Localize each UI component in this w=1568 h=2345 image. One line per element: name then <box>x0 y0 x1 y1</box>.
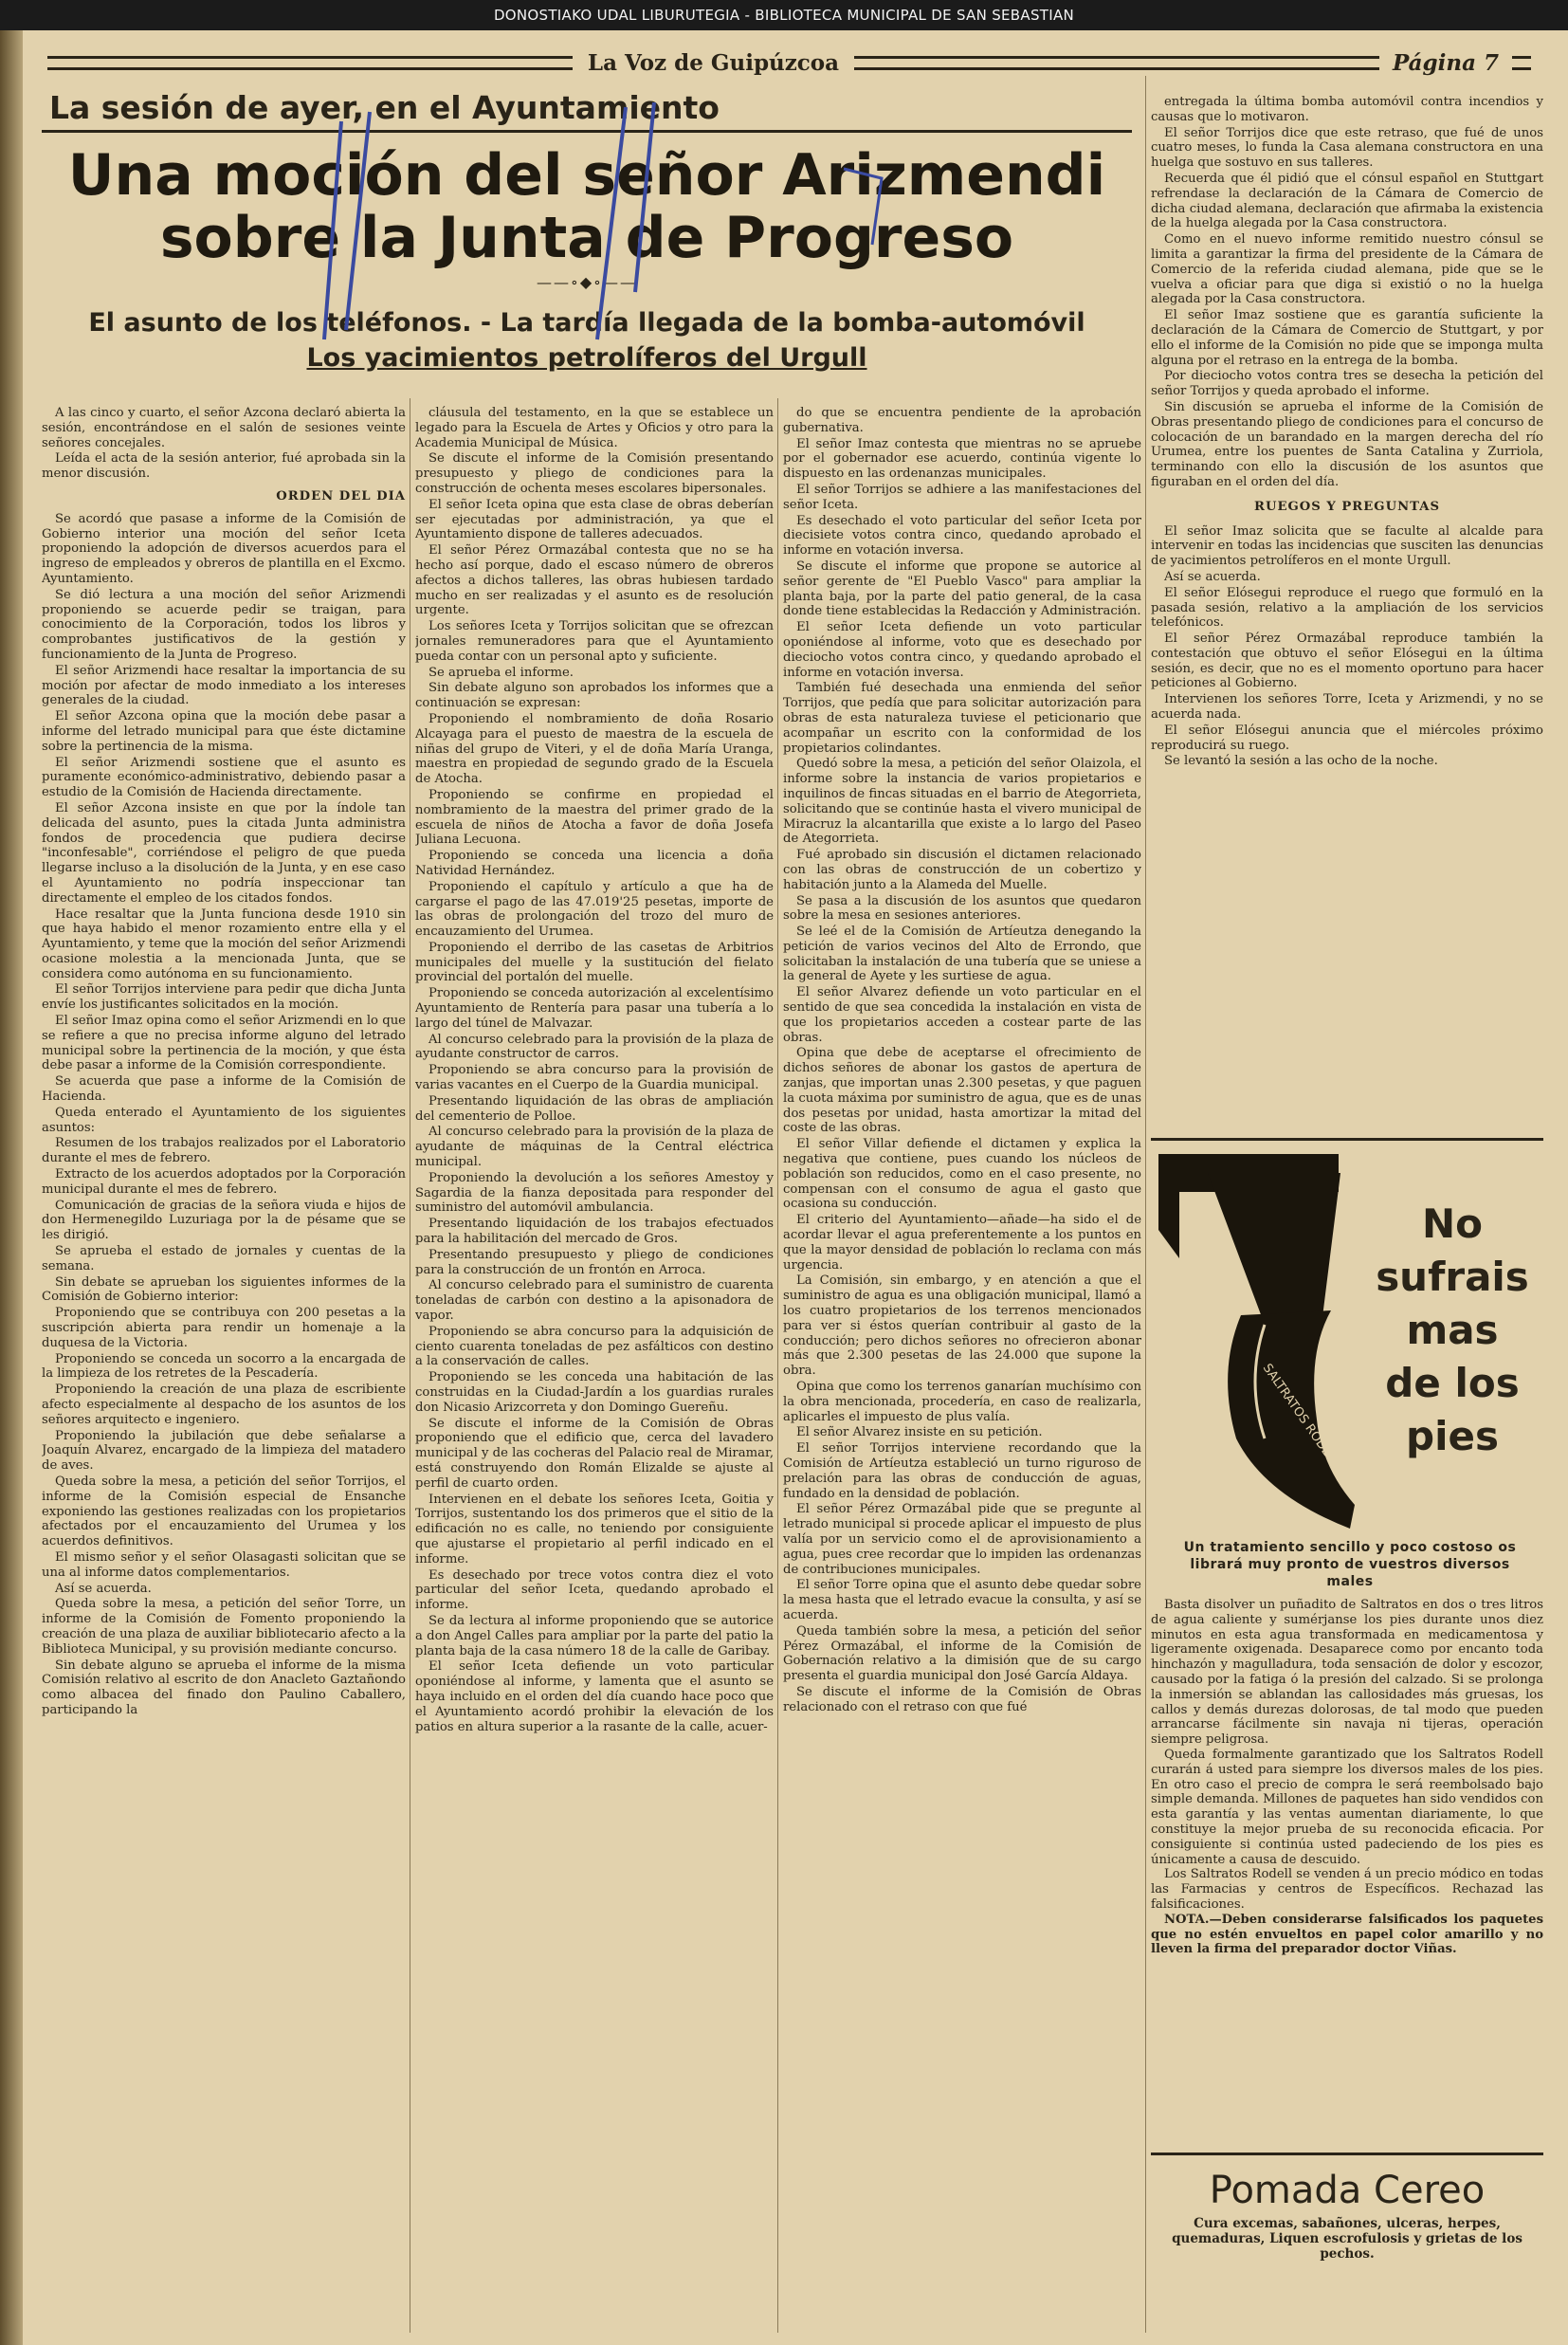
masthead-rule-left <box>47 56 573 70</box>
article-subhead-2: Los yacimientos petrolíferos del Urgull <box>306 343 867 373</box>
article-column-4 <box>1151 95 1543 1114</box>
paragraph: Proponiendo se conceda autorización al excelentísimo Ayuntamiento de Rentería para pasar una tubería a lo largo del túnel de Malvazar. <box>415 986 774 1031</box>
paragraph: Fué aprobado sin discusión el dictamen relacionado con las obras de construcción de un cobertizo y habitación junto a la Alameda del Muelle. <box>783 848 1141 892</box>
saltratos-advert <box>1151 1138 1543 2146</box>
orden-del-dia-label: ORDEN DEL DIA <box>276 488 406 504</box>
library-strip: DONOSTIAKO UDAL LIBURUTEGIA - BIBLIOTECA MUNICIPAL DE SAN SEBASTIAN <box>0 0 1568 30</box>
article-subhead: El asunto de los teléfonos. - La tardía llegada de la bomba-automóvil <box>88 308 1085 338</box>
paragraph: Sin debate alguno son aprobados los informes que a continuación se expresan: <box>415 681 774 711</box>
paragraph: Se discute el informe que propone se autorice al señor gerente de "El Pueblo Vasco" para ampliar la planta baja, por la parte del patio general, de la casa donde tiene establecidas la Redacción y Administración. <box>783 559 1141 619</box>
paragraph: Queda sobre la mesa, a petición del señor Torrijos, el informe de la Comisión especial de Ensanche exponiendo las gestiones realizadas con los propietarios afectados por el encauzamiento del Urumea y los acuerdos definitivos. <box>42 1474 406 1549</box>
paragraph: Presentando liquidación de las obras de ampliación del cementerio de Polloe. <box>415 1093 774 1124</box>
paper-name: La Voz de Guipúzcoa <box>587 49 840 76</box>
column-divider <box>777 398 778 2333</box>
paragraph: Se discute el informe de la Comisión de Obras proponiendo que el edificio que, cerca del lavadero municipal y de las cocheras del Palacio real de Miramar, está construyendo don Román Elizalde se ajuste al perfil de cuarto orden. <box>415 1416 774 1491</box>
pomada-text: Cura excemas, sabañones, ulceras, herpes, quemaduras, Liquen escrofulosis y grietas de los pechos. <box>1172 2216 1522 2262</box>
paragraph: Al concurso celebrado para la provisión de la plaza de ayudante constructor de carros. <box>415 1032 774 1062</box>
paragraph: El señor Elósegui reproduce el ruego que formuló en la pasada sesión, relativo a la ampliación de los servicios telefónicos. <box>1151 585 1543 631</box>
paragraph: Es desechado el voto particular del señor Iceta por diecisiete votos contra cinco, quedando aprobado el informe en votación inversa. <box>783 513 1141 559</box>
paragraph: El señor Azcona opina que la moción debe pasar a informe del letrado municipal para que éste dictamine sobre la pertinencia de la misma. <box>42 709 406 754</box>
ad-title-line: No <box>1421 1200 1483 1247</box>
ad-title-line: de los <box>1385 1360 1520 1406</box>
headline-ornament: ——∘◆∘—— <box>537 273 637 291</box>
ad-note: NOTA.—Deben considerarse falsificados los paquetes que no estén envueltos en papel color amarillo y no lleven la firma del preparador doctor Viñas. <box>1151 1912 1543 1957</box>
paragraph: Así se acuerda. <box>1164 569 1261 584</box>
paragraph: El señor Torrijos se adhiere a las manifestaciones del señor Iceta. <box>783 482 1141 512</box>
paragraph: Se leé el de la Comisión de Artíeutza denegando la petición de varios vecinos del Alto de Errondo, que solicitaban la instalación de una tubería que se uniese a la general de Ayete y les surtiese de agua. <box>783 925 1141 984</box>
paragraph: El señor Pérez Ormazábal contesta que no se ha hecho así porque, dado el escaso número de obreros afectos a dichos talleres, las obras hubiesen tardado mucho en ser realizadas y el asunto es de resolución urgente. <box>415 543 774 618</box>
paragraph: El señor Imaz solicita que se faculte al alcalde para intervenir en todas las incidencias que susciten las denuncias de yacimientos petrolíferos en el monte Urgull. <box>1151 523 1543 569</box>
paragraph: Recuerda que él pidió que el cónsul español en Stuttgart refrendase la declaración de la Cámara de Comercio de dicha ciudad alemana, declaración que afirmaba la existencia de la huelga alegada por la Casa constructora. <box>1151 171 1543 231</box>
paragraph: El señor Torre opina que el asunto debe quedar sobre la mesa hasta que el letrado evacue la consulta, y así se acuerda. <box>783 1578 1141 1622</box>
paragraph: Intervienen los señores Torre, Iceta y Arizmendi, y no se acuerda nada. <box>1151 692 1543 723</box>
paragraph: El señor Arizmendi hace resaltar la importancia de su moción por afectar de modo inmediato a los intereses generales de la ciudad. <box>42 663 406 708</box>
paragraph: Queda enterado el Ayuntamiento de los siguientes asuntos: <box>42 1105 406 1135</box>
paragraph: Se discute el informe de la Comisión presentando presupuesto y pliego de condiciones para la construcción de ochenta meses escolares bipersonales. <box>415 451 774 496</box>
paragraph: Como en el nuevo informe remitido nuestro cónsul se limita a garantizar la firma del presidente de la Cámara de Comercio de la referida ciudad alemana, pide que se le vuelva a oficiar para que diga si existió o no la huelga alegada por la Casa constructora. <box>1151 232 1543 307</box>
paragraph: Proponiendo se abra concurso para la adquisición de ciento cuarenta toneladas de pez asfálticos con destino a la conservación de calles. <box>415 1324 774 1369</box>
column-2-paragraphs <box>415 406 774 1734</box>
paragraph: Queda también sobre la mesa, a petición del señor Pérez Ormazábal, el informe de la Comisión de Gobernación relativo a la dimisión que de su cargo presenta el guardia municipal don José García Aldaya. <box>783 1623 1141 1684</box>
paragraph: Sin debate se aprueban los siguientes informes de la Comisión de Gobierno interior: <box>42 1274 406 1305</box>
paragraph: Se dió lectura a una moción del señor Arizmendi proponiendo se acuerde pedir se traigan, para conocimiento de la Corporación, todos los libros y comprobantes justificativos de la gestión y funcionamiento de la Junta de Progreso. <box>42 587 406 662</box>
paragraph: Se discute el informe de la Comisión de Obras relacionado con el retraso con que fué <box>783 1684 1141 1714</box>
paragraph: Proponiendo se abra concurso para la provisión de varias vacantes en el Cuerpo de la Guardia municipal. <box>415 1063 774 1093</box>
paragraph: El señor Iceta defiende un voto particular oponiéndose al informe, voto que es desechado por dieciocho votos contra cinco, y quedando aprobado el informe en votación inversa. <box>783 620 1141 680</box>
paragraph: Proponiendo el nombramiento de doña Rosario Alcayaga para el puesto de maestra de la escuela de niñas del grupo de Viteri, y el de doña María Uranga, maestra en propiedad de segundo grado de la Escuela de Atocha. <box>415 711 774 787</box>
paragraph: El señor Torrijos interviene recordando que la Comisión de Artíeutza estableció un turno riguroso de prelación para las obras de conducción de aguas, fundado en la densidad de población. <box>783 1441 1141 1501</box>
paragraph: El señor Alvarez defiende un voto particular en el sentido de que sea concedida la instalación en vista de que los propietarios acceden a costear parte de las obras. <box>783 985 1141 1045</box>
paragraph: Se levantó la sesión a las ocho de la noche. <box>1164 754 1438 769</box>
paragraph: El señor Imaz opina como el señor Arizmendi en lo que se refiere a que no precisa informe alguno del letrado municipal sobre la pertinencia de la moción, y que ésta debe pasar a informe de la Comisión correspondiente. <box>42 1014 406 1073</box>
paragraph: El señor Alvarez insiste en su petición. <box>796 1425 1043 1440</box>
paragraph: Por dieciocho votos contra tres se desecha la petición del señor Torrijos y queda aprobado el informe. <box>1151 369 1543 399</box>
intro-paragraphs <box>42 406 406 482</box>
article-column-2 <box>415 406 774 2331</box>
paragraph: Queda sobre la mesa, a petición del señor Torre, un informe de la Comisión de Fomento proponiendo la creación de una plaza de auxiliar bibliotecario afecto a la Biblioteca Municipal, y su provisión mediante concurso. <box>42 1597 406 1657</box>
article-headline: Una moción del señor Arizmendi sobre la Junta de Progreso <box>67 142 1106 271</box>
paragraph: Sin debate alguno se aprueba el informe de la misma Comisión relativo al escrito de don Anacleto Gaztañondo como albacea del finado don Paulino Caballero, participando la <box>42 1658 406 1717</box>
column-3-paragraphs <box>783 406 1141 1715</box>
paragraph: También fué desechada una enmienda del señor Torrijos, que pedía que para solicitar autorización para obras de esta naturaleza tuviese el peticionario que acompañar un escrito con la conformidad de los propietarios colindantes. <box>783 681 1141 756</box>
paragraph: El señor Elósegui anuncia que el miércoles próximo reproducirá su ruego. <box>1151 723 1543 753</box>
ruegos-label: RUEGOS Y PREGUNTAS <box>1254 499 1440 514</box>
paragraph: Se aprueba el informe. <box>428 665 574 680</box>
paragraph: cláusula del testamento, en la que se establece un legado para la Escuela de Artes y Oficios y otro para la Academia Municipal de Música. <box>415 406 774 450</box>
paragraph: Proponiendo el capítulo y artículo a que ha de cargarse el pago de las 47.019'25 pesetas, importe de las obras de prolongación del trozo del muro de encauzamiento del Urumea. <box>415 879 774 940</box>
paragraph: Extracto de los acuerdos adoptados por la Corporación municipal durante el mes de febrero. <box>42 1167 406 1197</box>
paragraph: El señor Azcona insiste en que por la índole tan delicada del asunto, pues la citada Junta administra fondos de procedencia que pudiera decirse "inconfesable", corriéndose el peligro de que pueda llegarse incluso a la disolución de la Junta, y en ese caso el Ayuntamiento no podría inspeccionar tan directamente el empleo de los citados fondos. <box>42 800 406 906</box>
paragraph: El señor Arizmendi sostiene que el asunto es puramente económico-administrativo, debiendo pasar a estudio de la Comisión de Hacienda directamente. <box>42 755 406 800</box>
paragraph: Opina que debe de aceptarse el ofrecimiento de dichos señores de abonar los gastos de apertura de zanjas, que importan unas 2.300 pesetas, y que paguen la cuota máxima por suministro de agua, que es de unas dos pesetas por unidad, hasta amortizar la mitad del coste de las obras. <box>783 1046 1141 1136</box>
paragraph: Resumen de los trabajos realizados por el Laboratorio durante el mes de febrero. <box>42 1136 406 1166</box>
column-1-paragraphs <box>42 512 406 1718</box>
ruegos-paragraphs <box>1151 524 1543 770</box>
masthead-rule-right <box>854 56 1379 70</box>
paragraph: Basta disolver un puñadito de Saltratos en dos o tres litros de agua caliente y sumérjanse los pies durante unos diez minutos en esta agua transformada en medicamentosa y ligeramente oxigenada. Desaparece como por encanto toda hinchazón y magulladura, toda sensación de dolor y escozor, causado por la fatiga ó la presión del calzado. Si se prolonga la inmersión se ablandan las callosidades más gruesas, los callos y demás durezas dolorosas, de tal modo que pueden arrancarse fácilmente sin navaja ni tijeras, operación siempre peligrosa. <box>1151 1598 1543 1748</box>
paragraph: Presentando presupuesto y pliego de condiciones para la construcción de un frontón en Arroca. <box>415 1247 774 1277</box>
paragraph: Opina que como los terrenos ganarían muchísimo con la obra mencionada, procedería, en caso de realizarla, aplicarles el impuesto de plus valía. <box>783 1380 1141 1424</box>
page-number: Página 7 <box>1392 49 1499 76</box>
ad-tagline: Un tratamiento sencillo y poco costoso os librará muy pronto de vuestros diversos males <box>1183 1540 1517 1589</box>
numeral-seven <box>1208 1173 1340 1325</box>
paragraph: El señor Torrijos dice que este retraso, que fué de unos cuatro meses, lo funda la Casa alemana constructora en una huelga que sostuvo en sus talleres. <box>1151 125 1543 171</box>
paragraph: A las cinco y cuarto, el señor Azcona declaró abierta la sesión, encontrándose en el salón de sesiones veinte señores concejales. <box>42 406 406 450</box>
paragraph: Proponiendo el derribo de las casetas de Arbitrios municipales del muelle y la sustitución del fielato provincial del portalón del muelle. <box>415 940 774 985</box>
paragraph: Se da lectura al informe proponiendo que se autorice a don Angel Calles para ampliar por la parte del patio la planta baja de la casa número 18 de la calle de Garibay. <box>415 1613 774 1658</box>
paragraph: Los Saltratos Rodell se venden á un precio módico en todas las Farmacias y centros de Específicos. Rechazad las falsificaciones. <box>1151 1867 1543 1912</box>
paragraph: entregada la última bomba automóvil contra incendios y causas que lo motivaron. <box>1151 95 1543 124</box>
paragraph: Se acuerda que pase a informe de la Comisión de Hacienda. <box>42 1074 406 1105</box>
ad-title-line: sufrais <box>1376 1254 1529 1300</box>
paragraph: La Comisión, sin embargo, y en atención a que el suministro de agua es una obligación municipal, llamó a los cuatro propietarios de los terrenos mencionados para ver si éstos querían contribuir al gasto de la conducción; pero dichos señores no ofrecieron abonar más que 2.300 pesetas de las 24.000 que supone la obra. <box>783 1273 1141 1379</box>
article-column-3 <box>783 406 1141 2331</box>
paragraph: Proponiendo la creación de una plaza de escribiente afecto especialmente al despacho de los asuntos de los señores arquitecto e ingeniero. <box>42 1383 406 1427</box>
pomada-title: Pomada Cereo <box>1209 2169 1486 2212</box>
paragraph: Leída el acta de la sesión anterior, fué aprobada sin la menor discusión. <box>42 451 406 482</box>
paragraph: Al concurso celebrado para el suministro de cuarenta toneladas de carbón con destino a la apisonadora de vapor. <box>415 1278 774 1324</box>
paragraph: Intervienen en el debate los señores Iceta, Goitia y Torrijos, sustentando los dos primeros que el sitio de la edificación no es calle, no teniendo por consiguiente que ajustarse el propietario al perfil indicado en el informe. <box>415 1492 774 1566</box>
paragraph: Se aprueba el estado de jornales y cuentas de la semana. <box>42 1244 406 1273</box>
saltratos-bag-label: SALTRATOS RODELL <box>1259 1361 1342 1471</box>
page-binding-edge <box>0 30 23 2345</box>
paragraph: Proponiendo se conceda una licencia a doña Natividad Hernández. <box>415 849 774 878</box>
paragraph: Sin discusión se aprueba el informe de la Comisión de Obras presentando pliego de condiciones para el concurso de colocación de un barandado en la margen derecha del río Urumea, entre los puentes de Santa Catalina y Zurriola, terminando con ello la discusión de los asuntos que figuraban en el orden del día. <box>1151 399 1543 489</box>
column-divider <box>1145 76 1146 2333</box>
paragraph: Es desechado por trece votos contra diez el voto particular del señor Iceta, quedando aprobado el informe. <box>415 1567 774 1613</box>
paragraph: El mismo señor y el señor Olasagasti solicitan que se una al informe datos complementarios. <box>42 1549 406 1580</box>
paragraph: Proponiendo se confirme en propiedad el nombramiento de la maestra del primer grado de la escuela de niños de Atocha a favor de doña Josefa Juliana Lecuona. <box>415 787 774 848</box>
paragraph: Proponiendo se conceda un socorro a la encargada de la limpieza de los retretes de la Pescadería. <box>42 1351 406 1382</box>
paragraph: Proponiendo la devolución a los señores Amestoy y Sagardia de la fianza depositada para responder del suministro del automóvil ambulancia. <box>415 1170 774 1216</box>
paragraph: Comunicación de gracias de la señora viuda e hijos de don Hermenegildo Luzuriaga por la de pésame que se les dirigió. <box>42 1198 406 1243</box>
paragraph: Queda formalmente garantizado que los Saltratos Rodell curarán á usted para siempre los diversos males de los pies. En otro caso el precio de compra le será reembolsado bajo simple demanda. Millones de paquetes han sido vendidos con esta garantía y las ventas aumentan diariamente, lo que constituye la mejor prueba de su reconocida eficacia. Por consiguiente si continúa usted padeciendo de los pies es únicamente a causa de descuido. <box>1151 1747 1543 1867</box>
article-column-1 <box>42 406 406 2331</box>
paragraph: Se acordó que pasase a informe de la Comisión de Gobierno interior una moción del señor Iceta proponiendo la adopción de diversos acuerdos para el ingreso de empleados y obreros de plantilla en el Excmo. Ayuntamiento. <box>42 511 406 586</box>
ad-title <box>1358 1198 1547 1463</box>
masthead-rule-end <box>1512 56 1531 70</box>
column-4-paragraphs <box>1151 95 1543 490</box>
paragraph: Proponiendo que se contribuya con 200 pesetas a la suscripción abierta para rendir un homenaje a la duquesa de la Victoria. <box>42 1306 406 1350</box>
foot-silhouette <box>1228 1310 1355 1529</box>
masthead <box>47 46 1531 80</box>
ad-body <box>1151 1598 1543 1957</box>
ad-title-line: pies <box>1406 1413 1499 1459</box>
paragraph: El señor Imaz contesta que mientras no se apruebe por el gobernador ese acuerdo, continúa vigente lo dispuesto en las ordenanzas municipales. <box>783 436 1141 482</box>
paragraph: Proponiendo se les conceda una habitación de las construidas en la Ciudad-Jardín a los guardias rurales don Nicasio Arizcorreta y don Domingo Guereñu. <box>415 1370 774 1415</box>
paragraph: Al concurso celebrado para la provisión de la plaza de ayudante de máquinas de la Central eléctrica municipal. <box>415 1125 774 1170</box>
section-title: La sesión de ayer, en el Ayuntamiento <box>42 85 1132 133</box>
paragraph: Hace resaltar que la Junta funciona desde 1910 sin que haya habido el menor rozamiento entre ella y el Ayuntamiento, y teme que la moción del señor Arizmendi ocasione molestia a la mencionada Junta, que se considera como autónoma en su funcionamiento. <box>42 907 406 981</box>
ad-curtain-fold <box>1158 1192 1179 1258</box>
paragraph: do que se encuentra pendiente de la aprobación gubernativa. <box>783 406 1141 435</box>
paragraph: El señor Torrijos interviene para pedir que dicha Junta envíe los justificantes solicitados en la moción. <box>42 982 406 1013</box>
paragraph: El señor Iceta defiende un voto particular oponiéndose al informe, y lamenta que el asunto se haya incluido en el orden del día cuando hace poco que el Ayuntamiento acordó prohibir la elevación de los patios en altura superior a la rasante de la calle, acuer- <box>415 1659 774 1734</box>
paragraph: El criterio del Ayuntamiento—añade—ha sido el de acordar llevar el agua preferentemente a los puntos en que la mayor densidad de población lo reclama con más urgencia. <box>783 1213 1141 1273</box>
paragraph: El señor Villar defiende el dictamen y explica la negativa que contiene, pues cuando los núcleos de población son reducidos, como en el caso presente, no compensan con el consumo de agua el gasto que ocasiona su conducción. <box>783 1137 1141 1212</box>
paragraph: Quedó sobre la mesa, a petición del señor Olaizola, el informe sobre la instancia de varios propietarios e inquilinos de fincas situadas en el barrio de Ategorrieta, solicitando que se continúe hasta el vivero municipal de Miracruz la alcantarilla que existe a lo largo del Paseo de Ategorrieta. <box>783 757 1141 847</box>
paragraph: Los señores Iceta y Torrijos solicitan que se ofrezcan jornales remuneradores para que el Ayuntamiento pueda contar con un personal apto y suficiente. <box>415 619 774 664</box>
paragraph: El señor Pérez Ormazábal pide que se pregunte al letrado municipal si procede aplicar el impuesto de plus valía por un servicio como el de aprovisionamiento a agua, pues cree recordar que lo impiden las ordenanzas de contribuciones municipales. <box>783 1502 1141 1577</box>
headline-block <box>42 85 1132 384</box>
ad-body-paragraphs <box>1151 1598 1543 1913</box>
paragraph: El señor Iceta opina que esta clase de obras deberían ser ejecutadas por administración, ya que el Ayuntamiento dispone de talleres adecuados. <box>415 497 774 542</box>
pomada-advert <box>1151 2153 1543 2262</box>
paragraph: Presentando liquidación de los trabajos efectuados para la habilitación del mercado de Gros. <box>415 1217 774 1247</box>
ad-title-line: mas <box>1406 1307 1499 1353</box>
paragraph: Se pasa a la discusión de los asuntos que quedaron sobre la mesa en sesiones anteriores. <box>783 893 1141 924</box>
paragraph: Así se acuerda. <box>55 1581 152 1596</box>
paragraph: El señor Pérez Ormazábal reproduce también la contestación que obtuvo el señor Elósegui en la última sesión, es decir, que no es el momento oportuno para hacer peticiones al Gobierno. <box>1151 632 1543 691</box>
paragraph: El señor Imaz sostiene que es garantía suficiente la declaración de la Cámara de Comercio de Stuttgart, y por ello el informe de la Comisión no pide que se imponga multa alguna por el retraso en la entrega de la bomba. <box>1151 308 1543 368</box>
paragraph: Proponiendo la jubilación que debe señalarse a Joaquín Alvarez, encargado de la limpieza del matadero de aves. <box>42 1428 406 1474</box>
